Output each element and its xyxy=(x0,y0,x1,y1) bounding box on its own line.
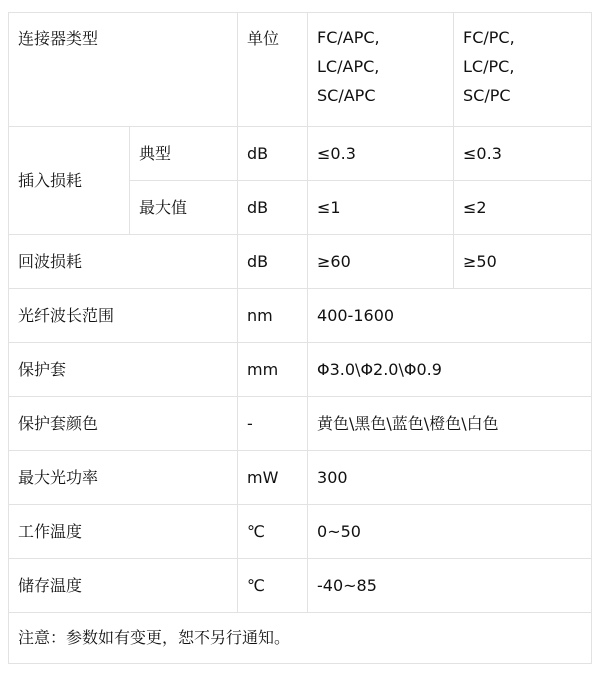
return-loss-apc-value: ≥60 xyxy=(308,235,454,289)
jacket-label: 保护套 xyxy=(9,343,238,397)
wavelength-label: 光纤波长范围 xyxy=(9,289,238,343)
storage-temp-unit: ℃ xyxy=(238,559,308,613)
note-text: 注意：参数如有变更，恕不另行通知。 xyxy=(9,613,592,664)
unit-header: 单位 xyxy=(238,13,308,127)
op-temp-unit: ℃ xyxy=(238,505,308,559)
typical-pc-value: ≤0.3 xyxy=(454,127,592,181)
typical-label: 典型 xyxy=(130,127,238,181)
return-loss-unit: dB xyxy=(238,235,308,289)
storage-temp-label: 储存温度 xyxy=(9,559,238,613)
wavelength-value: 400-1600 xyxy=(308,289,592,343)
table-row xyxy=(9,127,592,181)
header-row xyxy=(9,13,592,127)
spec-table xyxy=(8,12,592,664)
table-row xyxy=(9,397,592,451)
jacket-color-unit: - xyxy=(238,397,308,451)
wavelength-unit: nm xyxy=(238,289,308,343)
jacket-value: Φ3.0\Φ2.0\Φ0.9 xyxy=(308,343,592,397)
spec-table-container xyxy=(8,12,591,664)
typical-apc-value: ≤0.3 xyxy=(308,127,454,181)
max-pc-value: ≤2 xyxy=(454,181,592,235)
table-row xyxy=(9,289,592,343)
connector-type-label: 连接器类型 xyxy=(9,13,238,127)
apc-header-text: FC/APC, LC/APC, SC/APC xyxy=(317,28,380,105)
apc-header xyxy=(308,13,454,127)
jacket-color-value: 黄色\黑色\蓝色\橙色\白色 xyxy=(308,397,592,451)
pc-header-text: FC/PC, LC/PC, SC/PC xyxy=(463,28,515,105)
table-row xyxy=(9,559,592,613)
max-power-value: 300 xyxy=(308,451,592,505)
max-power-label: 最大光功率 xyxy=(9,451,238,505)
table-row xyxy=(9,451,592,505)
table-row xyxy=(9,235,592,289)
max-label: 最大值 xyxy=(130,181,238,235)
pc-header xyxy=(454,13,592,127)
op-temp-value: 0~50 xyxy=(308,505,592,559)
max-power-unit: mW xyxy=(238,451,308,505)
storage-temp-value: -40~85 xyxy=(308,559,592,613)
jacket-unit: mm xyxy=(238,343,308,397)
jacket-color-label: 保护套颜色 xyxy=(9,397,238,451)
return-loss-pc-value: ≥50 xyxy=(454,235,592,289)
table-row xyxy=(9,505,592,559)
max-apc-value: ≤1 xyxy=(308,181,454,235)
note-row xyxy=(9,613,592,664)
typical-unit: dB xyxy=(238,127,308,181)
insertion-loss-label: 插入损耗 xyxy=(9,127,130,235)
op-temp-label: 工作温度 xyxy=(9,505,238,559)
table-row xyxy=(9,343,592,397)
max-unit: dB xyxy=(238,181,308,235)
return-loss-label: 回波损耗 xyxy=(9,235,238,289)
